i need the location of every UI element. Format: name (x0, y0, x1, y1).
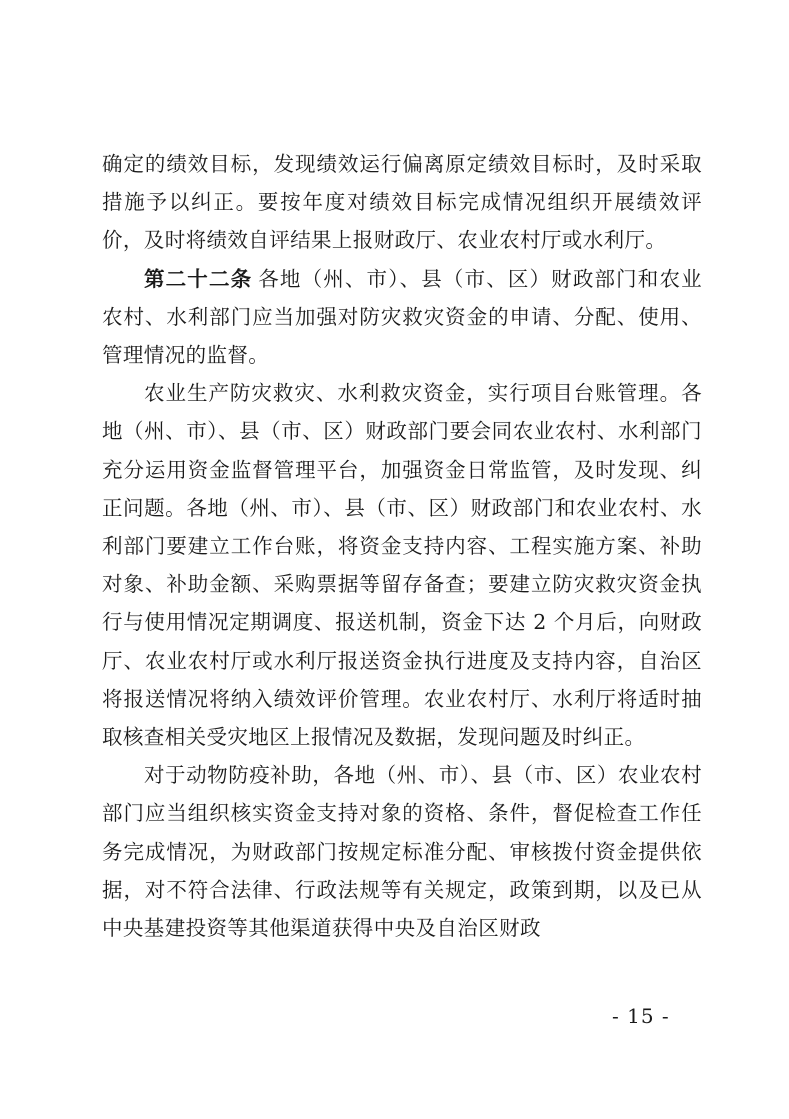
article-number: 第二十二条 (144, 266, 253, 291)
paragraph-text: 确定的绩效目标，发现绩效运行偏离原定绩效目标时，及时采取措施予以纠正。要按年度对绩效目标完成情况组织开展绩效评价，及时将绩效自评结果上报财政厅、农业农村厅或水利厅。 (102, 152, 702, 253)
paragraph-text: 农业生产防灾救灾、水利救灾资金，实行项目台账管理。各地（州、市）、县（市、区）财政部门要会同农业农村、水利部门充分运用资金监督管理平台，加强资金日常监管，及时发现、纠正问题。各地（州、市）、县（市、区）财政部门和农业农村、水利部门要建立工作台账，将资金支持内容、工程实施方案、补助对象、补助金额、采购票据等留存备查；要建立防灾救灾资金执行与使用情况定期调度、报送机制，资金下达 2 个月后，向财政厅、农业农村厅或水利厅报送资金执行进度及支持内容，自治区将报送情况将纳入绩效评价管理。农业农村厅、水利厅将适时抽取核查相关受灾地区上报情况及数据，发现问题及时纠正。 (102, 381, 702, 750)
paragraph-ledger-management (102, 374, 702, 756)
page-number: - 15 - (612, 1004, 670, 1028)
paragraph-text: 各地（州、市）、县（市、区）财政部门和农业农村、水利部门应当加强对防灾救灾资金的申请、分配、使用、管理情况的监督。 (102, 266, 703, 368)
paragraph-animal-epidemic (102, 756, 702, 947)
paragraph-text: 对于动物防疫补助，各地（州、市）、县（市、区）农业农村部门应当组织核实资金支持对象的资格、条件，督促检查工作任务完成情况，为财政部门按规定标准分配、审核拨付资金提供依据，对不符合法律、行政法规等有关规定，政策到期，以及已从中央基建投资等其他渠道获得中央及自治区财政 (102, 763, 702, 941)
paragraph-article-22 (102, 260, 702, 375)
paragraph-continuation (102, 145, 702, 260)
document-body (102, 145, 702, 947)
